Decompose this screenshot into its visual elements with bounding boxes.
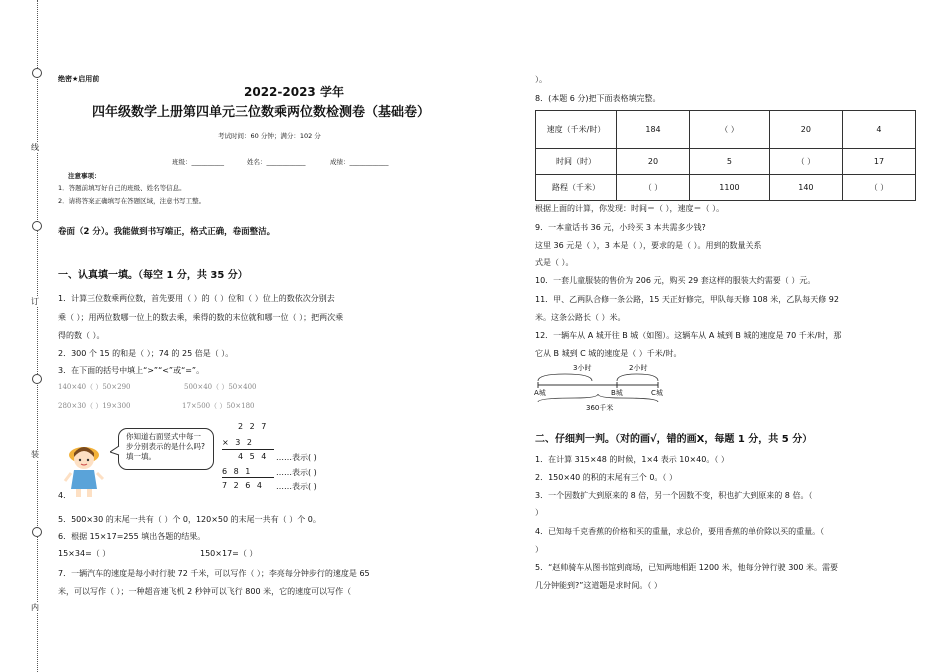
diagram-city-b: B城 bbox=[611, 389, 623, 397]
exam-info: 考试时间：60 分钟；满分：102 分 bbox=[218, 132, 321, 140]
binding-margin bbox=[0, 0, 58, 672]
table-cell: （ ） bbox=[769, 149, 842, 175]
table-cell: （ ） bbox=[617, 175, 690, 201]
diagram-city-c: C城 bbox=[651, 389, 663, 397]
question-7-line-1: 7．一辆汽车的速度是每小时行驶 72 千米，可以写作（ ）；李亮每分钟步行的速度是 65 bbox=[58, 569, 370, 578]
calc-rule bbox=[222, 449, 274, 450]
speech-bubble-text: 你知道右面竖式中每一步分别表示的是什么吗?填一填。 bbox=[126, 432, 205, 461]
table-cell: 20 bbox=[769, 111, 842, 149]
question-4: 4． bbox=[58, 491, 72, 500]
judge-3-line-2: ） bbox=[535, 508, 543, 517]
table-row bbox=[536, 175, 916, 201]
table-row bbox=[536, 149, 916, 175]
note-2: 2．请将答案正确填写在答题区域，注意书写工整。 bbox=[58, 197, 206, 205]
judge-4-line-1: 4．已知每千克香蕉的价格和买的重量，求总价，要用香蕉的单价除以买的重量。（ bbox=[535, 527, 825, 536]
calc-meaning-3: ……表示( ) bbox=[276, 482, 317, 491]
table-cell: （ ） bbox=[690, 111, 770, 149]
question-11-line-1: 11．甲、乙两队合修一条公路，15 天正好修完，甲队每天修 108 米，乙队每天修 92 bbox=[535, 295, 839, 304]
question-2: 2．300 个 15 的和是（ ）；74 的 25 倍是（ ）。 bbox=[58, 349, 234, 358]
diagram-distance: 360千米 bbox=[586, 404, 614, 412]
speech-bubble-tail bbox=[110, 446, 122, 456]
question-9-line-2: 这里 36 元是（ ），3 本是（ ），要求的是（ ）。用到的数量关系 bbox=[535, 241, 762, 250]
table-cell: 140 bbox=[769, 175, 842, 201]
note-1: 1．答题前填写好自己的班级、姓名等信息。 bbox=[58, 184, 186, 192]
question-3: 3．在下面的括号中填上“>”“<”或“=”。 bbox=[58, 366, 205, 375]
question-1-line-3: 得的数（ ）。 bbox=[58, 331, 105, 340]
section-1-title: 一、认真填一填。（每空 1 分，共 35 分） bbox=[58, 270, 248, 281]
table-cell: 1100 bbox=[690, 175, 770, 201]
question-6b: 150×17=（ ） bbox=[200, 549, 258, 558]
binding-dotted-line bbox=[37, 0, 38, 672]
judge-4-line-2: ） bbox=[535, 545, 543, 554]
binding-hole bbox=[32, 68, 42, 78]
judge-3-line-1: 3．一个因数扩大到原来的 8 倍，另一个因数不变，积也扩大到原来的 8 倍。（ bbox=[535, 491, 813, 500]
question-1-line-2: 乘（ ）；用两位数哪一位上的数去乘，乘得的数的末位就和哪一位（ ）；把两次乘 bbox=[58, 313, 344, 322]
question-9-line-1: 9．一本童话书 36 元，小玲买 3 本共需多少钱? bbox=[535, 223, 706, 232]
binding-hole bbox=[32, 527, 42, 537]
compare-item: 500×40（ ）50×400 bbox=[184, 383, 257, 391]
question-8: 8．(本题 6 分)把下面表格填完整。 bbox=[535, 94, 661, 103]
name-field: 姓名：____________ bbox=[247, 158, 306, 166]
binding-label-zhuang: 装 bbox=[31, 450, 39, 459]
question-10: 10．一套儿童服装的售价为 206 元，购买 29 套这样的服装大约需要（ ）元。 bbox=[535, 276, 816, 285]
q7-continuation: ）。 bbox=[535, 75, 547, 84]
notes-title: 注意事项： bbox=[68, 172, 101, 180]
question-1-line-1: 1．计算三位数乘两位数，首先要用（ ）的（ ）位和（ ）位上的数依次分别去 bbox=[58, 294, 335, 303]
calc-partial-1: 4 5 4 bbox=[238, 452, 269, 461]
compare-item: 280×30（ ）19×300 bbox=[58, 402, 131, 410]
diagram-city-a: A城 bbox=[534, 389, 546, 397]
class-field: 班级：__________ bbox=[172, 158, 224, 166]
binding-hole bbox=[32, 374, 42, 384]
question-9-line-3: 式是（ ）。 bbox=[535, 258, 574, 267]
speed-time-distance-table bbox=[535, 110, 916, 201]
compare-item: 17×500（ ）50×180 bbox=[182, 402, 255, 410]
table-cell: 时间（时） bbox=[536, 149, 617, 175]
table-row bbox=[536, 111, 916, 149]
table-cell: 4 bbox=[842, 111, 915, 149]
calc-meaning-2: ……表示( ) bbox=[276, 468, 317, 477]
table-cell: 5 bbox=[690, 149, 770, 175]
question-8-finding: 根据上面的计算，你发现：时间＝（ ），速度＝（ ）。 bbox=[535, 204, 725, 213]
calc-meaning-1: ……表示( ) bbox=[276, 453, 317, 462]
neatness-line: 卷面（2 分）。我能做到书写端正，格式正确，卷面整洁。 bbox=[58, 227, 276, 237]
table-cell: 17 bbox=[842, 149, 915, 175]
page-title: 四年级数学上册第四单元三位数乘两位数检测卷（基础卷） bbox=[92, 105, 431, 120]
score-field: 成绩：____________ bbox=[330, 158, 389, 166]
table-cell: 速度（千米/时） bbox=[536, 111, 617, 149]
judge-5-line-2: 几分钟能到?”这道题是求时间。（ ） bbox=[535, 581, 662, 590]
calc-product: 7 2 6 4 bbox=[222, 481, 264, 490]
question-6: 6．根据 15×17=255 填出各题的结果。 bbox=[58, 532, 206, 541]
table-cell: 路程（千米） bbox=[536, 175, 617, 201]
judge-1: 1．在计算 315×48 的时候，1×4 表示 10×40。（ ） bbox=[535, 455, 729, 464]
exam-year: 2022-2023 学年 bbox=[244, 85, 344, 99]
binding-label-ding: 订 bbox=[31, 297, 39, 306]
judge-5-line-1: 5．“赵帅骑车从图书馆到商场，已知两地相距 1200 米，他每分钟行驶 300 米。需要 bbox=[535, 563, 839, 572]
question-12-line-1: 12．一辆车从 A 城开往 B 城（如图）。这辆车从 A 城到 B 城的速度是 70 千米/时，那 bbox=[535, 331, 842, 340]
judge-2: 2．150×40 的积的末尾有三个 0。（ ） bbox=[535, 473, 677, 482]
diagram-label-2h: 2小时 bbox=[629, 364, 648, 372]
compare-item: 140×40（ ）50×290 bbox=[58, 383, 131, 391]
binding-label-nei: 内 bbox=[31, 603, 39, 612]
question-11-line-2: 米。这条公路长（ ）米。 bbox=[535, 313, 626, 322]
calc-partial-2: 6 8 1 bbox=[222, 467, 253, 476]
table-cell: 184 bbox=[617, 111, 690, 149]
binding-label-xian: 线 bbox=[31, 143, 39, 152]
table-cell: 20 bbox=[617, 149, 690, 175]
diagram-label-3h: 3小时 bbox=[573, 364, 592, 372]
question-5: 5．500×30 的末尾一共有（ ）个 0，120×50 的末尾一共有（ ）个 0。 bbox=[58, 515, 321, 524]
calc-multiplier: × 3 2 bbox=[222, 438, 254, 447]
question-12-line-2: 它从 B 城到 C 城的速度是（ ）千米/时。 bbox=[535, 349, 682, 358]
table-cell: （ ） bbox=[842, 175, 915, 201]
binding-hole bbox=[32, 221, 42, 231]
secret-label: 绝密★启用前 bbox=[58, 75, 100, 83]
question-7-line-2: 米，可以写作（ ）；一种超音速飞机 2 秒钟可以飞行 800 米，它的速度可以写作（ bbox=[58, 587, 352, 596]
calc-rule bbox=[222, 477, 274, 478]
question-6a: 15×34=（ ） bbox=[58, 549, 111, 558]
section-2-title: 二、仔细判一判。（对的画√，错的画X，每题 1 分，共 5 分） bbox=[535, 434, 813, 445]
calc-multiplicand: 2 2 7 bbox=[238, 422, 269, 431]
